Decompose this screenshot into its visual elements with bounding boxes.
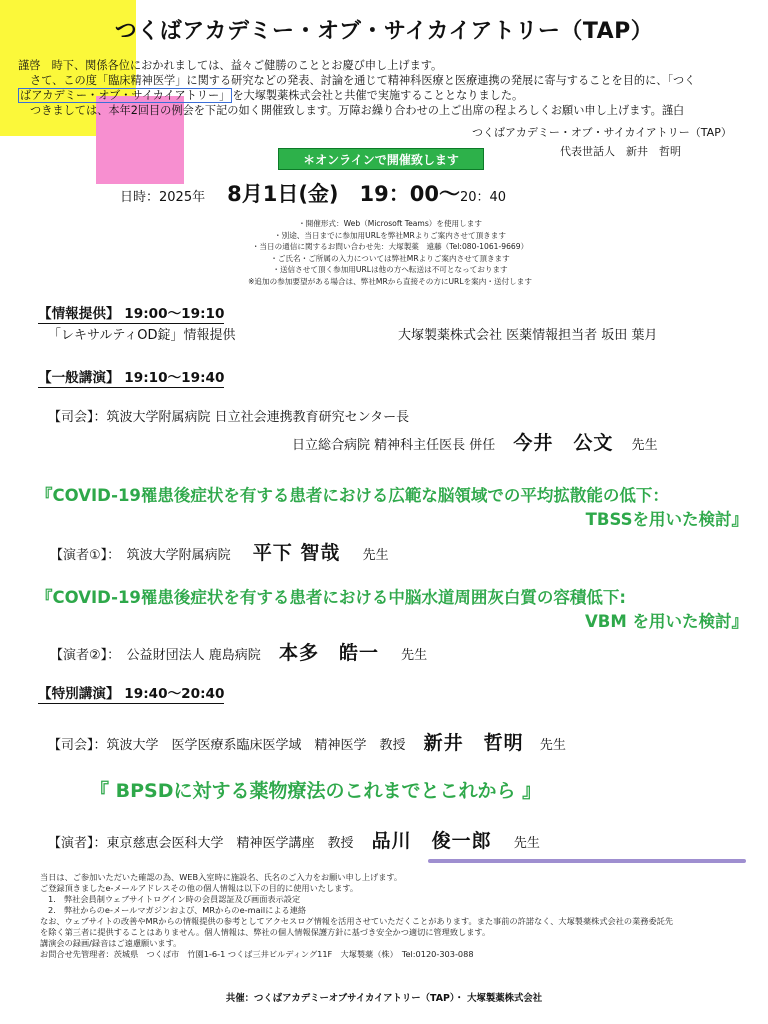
greeting-line: ばアカデミー・オブ・サイカイアトリー」 を大塚製薬株式会社と共催で実施することとなりました。 — [20, 89, 524, 102]
speaker1-label: 【演者①】： 筑波大学附属病院 — [50, 548, 231, 563]
speaker1-name: 平下 智哉 — [252, 542, 341, 564]
info-presenter: 大塚製薬株式会社 医薬情報担当者 坂田 葉月 — [398, 328, 658, 343]
datetime-main: 8月1日(金) 19：00～ — [227, 182, 460, 206]
datetime-label: 日時：2025年 — [120, 190, 206, 205]
special-chair-title: 先生 — [539, 738, 566, 753]
info-line: ・開催形式：Web（Microsoft Teams）を使用します — [298, 219, 482, 228]
greeting-line: 謹啓 時下、関係各位におかれましては、益々ご健勝のこととお慶び申し上げます。 — [18, 59, 443, 72]
special-speaker-label: 【演者】：東京慈恵会医科大学 精神医学講座 教授 — [48, 836, 354, 851]
greeting-line: さて、この度「臨床精神医学」に関する研究などの発表、討論を通じて精神科医療と医療連携の発展に寄与することを目的に、「つく — [30, 74, 696, 87]
info-line: ・送信させて頂く参加用URLは他の方へ転送は不可となっております — [272, 265, 508, 275]
speaker2-label: 【演者②】： 公益財団法人 鹿島病院 — [50, 648, 261, 663]
sponsor-line: 共催：つくばアカデミーオブサイカイアトリー（TAP）・ 大塚製薬株式会社 — [225, 993, 543, 1004]
footer-line: 講演会の録画/録音はご遠慮願います。 — [40, 938, 182, 948]
general-chair-affil: 日立総合病院 精神科主任医長 併任 — [292, 438, 496, 453]
greeting-block — [18, 58, 758, 118]
special-speaker-row — [48, 826, 540, 853]
special-chair-row — [48, 728, 566, 755]
talk1-title: 『COVID-19罹患後症状を有する患者における広範な脳領域での平均拡散能の低下： — [36, 486, 669, 505]
footer-line: ご登録頂きましたe-メールアドレスその他の個人情報は以下の目的に使用いたします。 — [40, 883, 359, 893]
footer-line: 当日は、ご参加いただいた確認の為、WEB入室時に施設名、氏名のご入力をお願い申し上げます。 — [40, 872, 403, 882]
divider — [428, 859, 746, 863]
signature-org: つくばアカデミー・オブ・サイカイアトリー（TAP） — [472, 126, 732, 139]
talk2-title-cont: VBM を用いた検討』 — [584, 612, 748, 631]
info-line: ・別途、当日までに参加用URLを弊社MRよりご案内させて頂きます — [274, 230, 506, 240]
speaker2-title: 先生 — [401, 648, 428, 663]
special-speaker-name: 品川 俊一郎 — [371, 830, 492, 852]
footer-list-item: 2. 弊社からのe-メールマガジンおよび、MRからのe-mailによる連絡 — [48, 905, 307, 915]
privacy-notice — [40, 872, 740, 960]
general-chair-name: 今井 公文 — [513, 432, 614, 454]
special-chair-name: 新井 哲明 — [423, 732, 524, 754]
footer-list-item: 1. 弊社会員制ウェブサイトログイン時の会員認証及び画面表示設定 — [48, 894, 301, 904]
speaker2-row — [50, 638, 427, 665]
general-chair-title: 先生 — [631, 438, 658, 453]
special-chair-label: 【司会】：筑波大学 医学医療系臨床医学域 精神医学 教授 — [48, 738, 406, 753]
section-header-info: 【情報提供】 19:00～19:10 — [38, 302, 224, 324]
section-header-general: 【一般講演】 19:10～19:40 — [38, 366, 224, 388]
datetime-end: 20：40 — [459, 190, 507, 205]
info-product: 「レキサルティOD錠」情報提供 — [48, 328, 236, 343]
info-line: ※追加の参加要望がある場合は、弊社MRから直接その方にURLを案内・送付します — [248, 276, 532, 286]
greeting-highlight: ばアカデミー・オブ・サイカイアトリー」 — [20, 89, 231, 102]
talk1-title-cont: TBSSを用いた検討』 — [585, 510, 748, 529]
general-chair-row — [292, 428, 658, 455]
talk2-title: 『COVID-19罹患後症状を有する患者における中脳水道周囲灰白質の容積低下: — [36, 588, 627, 607]
speaker2-name: 本多 皓一 — [278, 642, 379, 664]
general-chair-label: 【司会】：筑波大学附属病院 日立社会連携教育研究センター長 — [48, 410, 410, 425]
special-talk-title: 『 BPSDに対する薬物療法のこれまでとこれから 』 — [90, 780, 542, 802]
event-datetime — [120, 178, 506, 208]
event-info-notes — [190, 218, 590, 288]
section-header-special: 【特別講演】 19:40～20:40 — [38, 682, 224, 704]
page-title: つくばアカデミー・オブ・サイカイアトリー（TAP） — [114, 19, 654, 44]
footer-line: を除く第三者に提供することはありません。個人情報は、弊社の個人情報保護方針に基づき安全かつ適切に管理致します。 — [40, 927, 491, 937]
signature-rep: 代表世話人 新井 哲明 — [560, 145, 681, 158]
online-event-badge: ＊オンラインで開催致します — [278, 148, 484, 170]
special-speaker-title: 先生 — [513, 836, 540, 851]
info-line: ・当日の通信に関するお問い合わせ先：大塚製薬 遠藤（Tel:080-1061-9669） — [251, 242, 529, 252]
footer-line: なお、ウェブサイトの改善やMRからの情報提供の参考としてアクセスログ情報を活用させていただくことがあります。また事前の許諾なく、大塚製薬株式会社の業務委託先 — [40, 916, 674, 926]
speaker1-row — [50, 538, 389, 565]
speaker1-title: 先生 — [362, 548, 389, 563]
greeting-line: つきましては、本年2回目の例会を下記の如く開催致します。万障お繰り合わせの上ご出席の程よろしくお願い申し上げます。謹白 — [30, 104, 685, 117]
info-line: ・ご氏名・ご所属の入力については弊社MRよりご案内させて頂きます — [270, 253, 510, 263]
footer-line: お問合せ先管理者：茨城県 つくば市 竹園1-6-1 つくば三井ビルディング11F 大塚製薬（株） Tel:0120-303-088 — [40, 949, 474, 959]
